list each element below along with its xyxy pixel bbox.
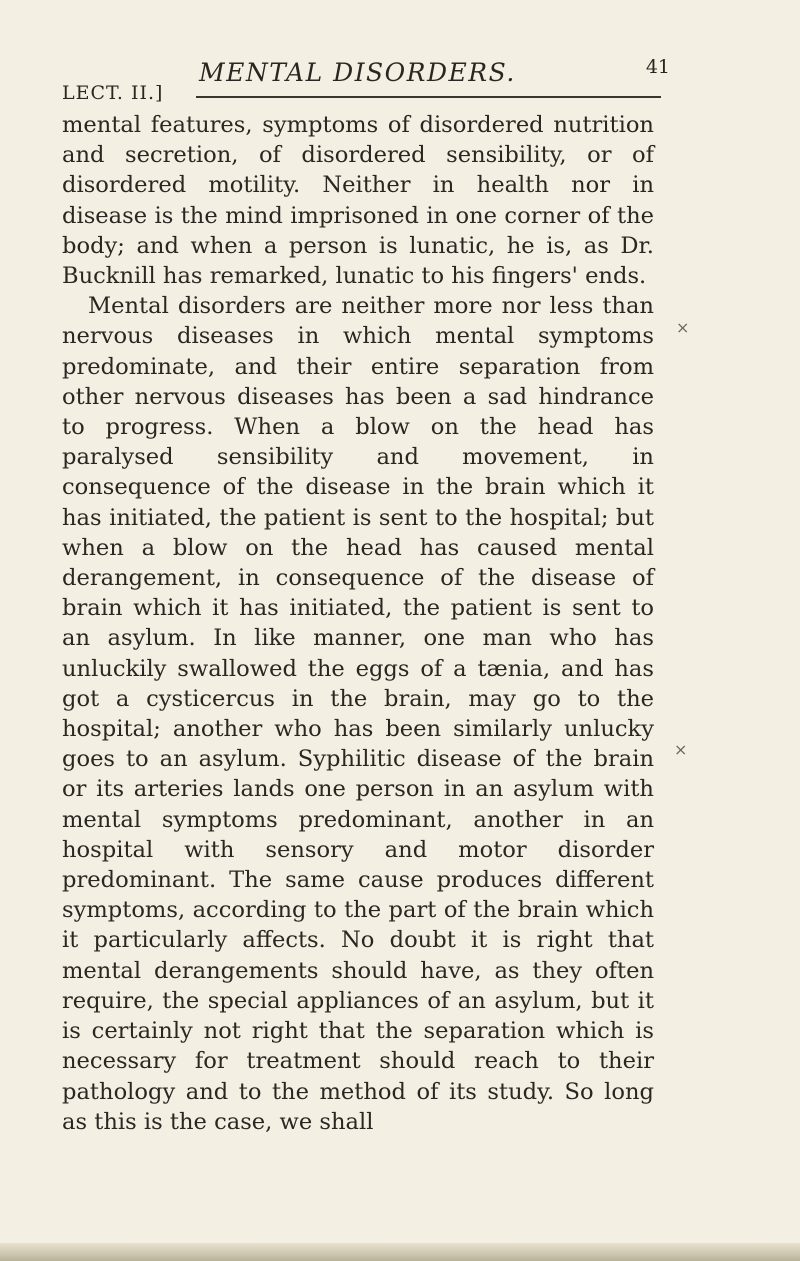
- page-number: 41: [645, 56, 670, 78]
- section-label: LECT. II.]: [62, 82, 164, 104]
- body-text: [62, 110, 654, 1137]
- header-rule: [196, 96, 661, 98]
- page-edge: [0, 1243, 800, 1261]
- page-title: MENTAL DISORDERS.: [199, 58, 516, 87]
- margin-mark-1: ×: [676, 318, 690, 337]
- paragraph-2: Mental disorders are neither more nor less than nervous diseases in which mental symptoms predominate, and their entire separation from other nervous diseases has been a sad hindrance to progress. When a blow on the head has paralysed sensibility and movement, in consequence of the disease in the brain which it has initiated, the patient is sent to the hospital; but when a blow on the head has caused mental derangement, in consequence of the disease of brain which it has initiated, the patient is sent to an asylum. In like manner, one man who has unluckily swallowed the eggs of a tænia, and has got a cysticercus in the brain, may go to the hospital; another who has been similarly unlucky goes to an asylum. Syphilitic disease of the brain or its arteries lands one person in an asylum with mental symptoms predominant, another in an hospital with sensory and motor disorder predominant. The same cause produces different symptoms, according to the part of the brain which it particularly affects. No doubt it is right that mental derangements should have, as they often require, the special appliances of an asylum, but it is certainly not right that the separation which is necessary for treatment should reach to their pathology and to the method of its study. So long as this is the case, we shall: [62, 293, 654, 1135]
- margin-mark-2: ×: [674, 740, 688, 759]
- paragraph-1: mental features, symptoms of disordered nutrition and secretion, of disordered sensibility, or of disordered motility. Neither in health nor in disease is the mind imprisoned in one corner of the body; and when a person is lunatic, he is, as Dr. Bucknill has remarked, lunatic to his fingers' ends.: [62, 112, 654, 290]
- running-head: [62, 56, 670, 104]
